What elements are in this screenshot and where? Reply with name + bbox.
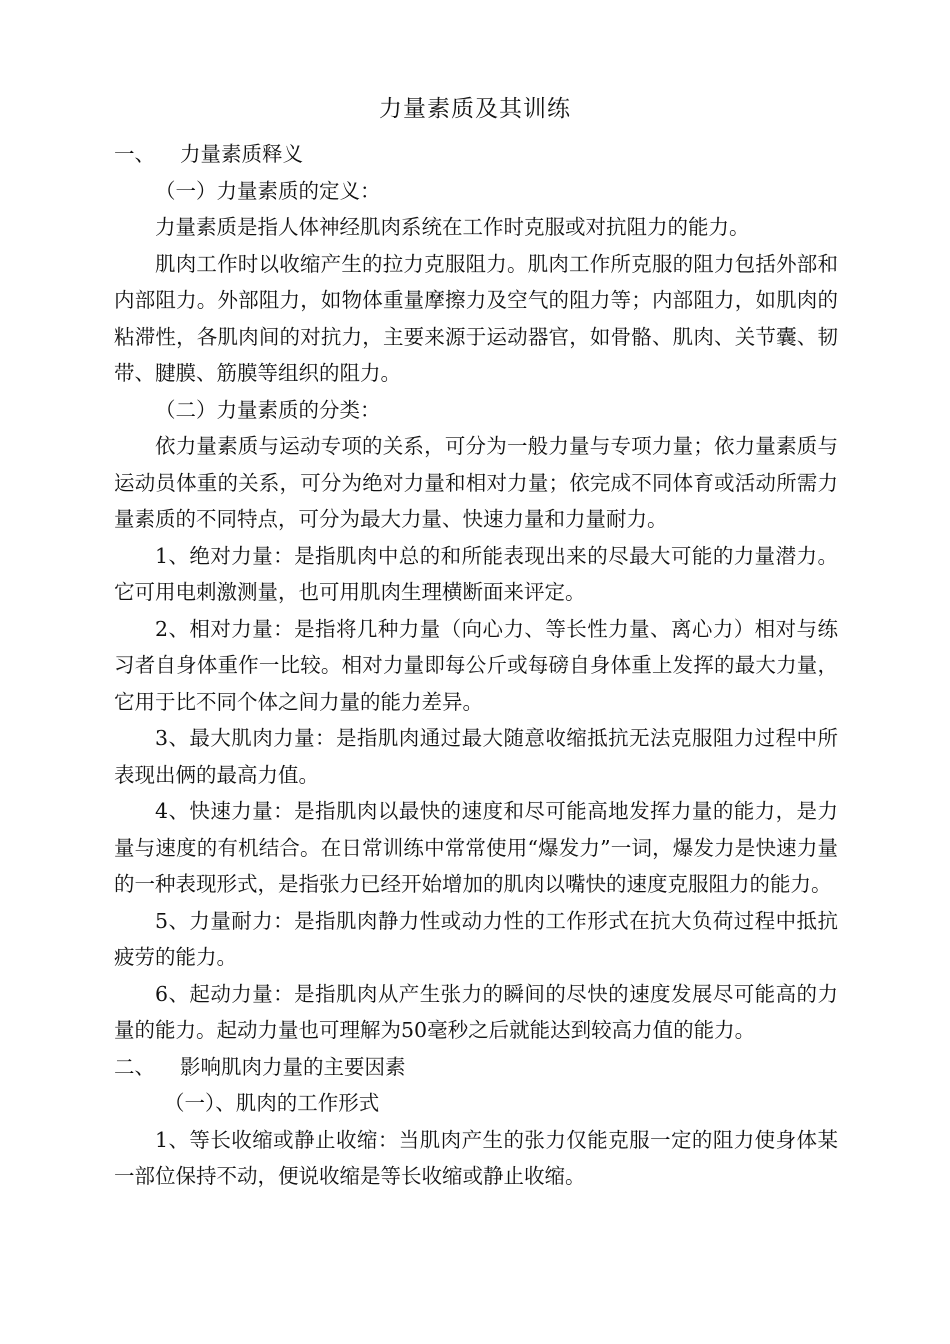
paragraph: 力量素质是指人体神经肌肉系统在工作时克服或对抗阻力的能力。: [155, 215, 750, 239]
section-number: 二、: [114, 1054, 155, 1079]
subsection-heading: （二）力量素质的分类：: [155, 397, 381, 422]
document-title: 力量素质及其训练: [379, 96, 571, 122]
section-title: 影响肌肉力量的主要因素: [180, 1054, 406, 1079]
paragraph: 4、快速力量：是指肌肉以最快的速度和尽可能高地发挥力量的能力，是力量与速度的有机结合。在日常训练中常常使用“爆发力”一词，爆发力是快速力量的一种表现形式，是指张力已经开始增加的肌肉以嘴快的速度克服阻力的能力。: [114, 799, 838, 896]
section-title: 力量素质释义: [180, 142, 303, 166]
paragraph: 依力量素质与运动专项的关系，可分为一般力量与专项力量；依力量素质与运动员体重的关系，可分为绝对力量和相对力量；依完成不同体育或活动所需力量素质的不同特点，可分为最大力量、快速力量和力量耐力。: [114, 434, 838, 531]
paragraph: 1、绝对力量：是指肌肉中总的和所能表现出来的尽最大可能的力量潜力。它可用电刺激测量，也可用肌肉生理横断面来评定。: [114, 543, 838, 604]
paragraph: 3、最大肌肉力量：是指肌肉通过最大随意收缩抵抗无法克服阻力过程中所表现出俩的最高力值。: [114, 726, 838, 787]
paragraph: 2、相对力量：是指将几种力量（向心力、等长性力量、离心力）相对与练习者自身体重作一比较。相对力量即每公斤或每磅自身体重上发挥的最大力量，它用于比不同个体之间力量的能力差异。: [114, 616, 838, 714]
document-body: [114, 136, 838, 1195]
subsection-heading: （一）力量素质的定义：: [155, 178, 381, 203]
section-heading: [114, 1049, 838, 1086]
paragraph: 5、力量耐力：是指肌肉静力性或动力性的工作形式在抗大负荷过程中抵抗疲劳的能力。: [114, 908, 838, 969]
section-number: 一、: [114, 142, 155, 166]
paragraph: 1、等长收缩或静止收缩：当肌肉产生的张力仅能克服一定的阻力使身体某一部位保持不动，便说收缩是等长收缩或静止收缩。: [114, 1127, 838, 1188]
section-heading: [114, 136, 838, 173]
paragraph: 肌肉工作时以收缩产生的拉力克服阻力。肌肉工作所克服的阻力包括外部和内部阻力。外部阻力，如物体重量摩擦力及空气的阻力等；内部阻力，如肌肉的粘滞性，各肌肉间的对抗力，主要来源于运动器官，如骨骼、肌肉、关节囊、韧带、腱膜、筋膜等组织的阻力。: [114, 251, 838, 385]
subsection-heading: （一）、肌肉的工作形式: [164, 1091, 380, 1115]
paragraph: 6、起动力量：是指肌肉从产生张力的瞬间的尽快的速度发展尽可能高的力量的能力。起动力量也可理解为50毫秒之后就能达到较高力值的能力。: [114, 981, 838, 1042]
